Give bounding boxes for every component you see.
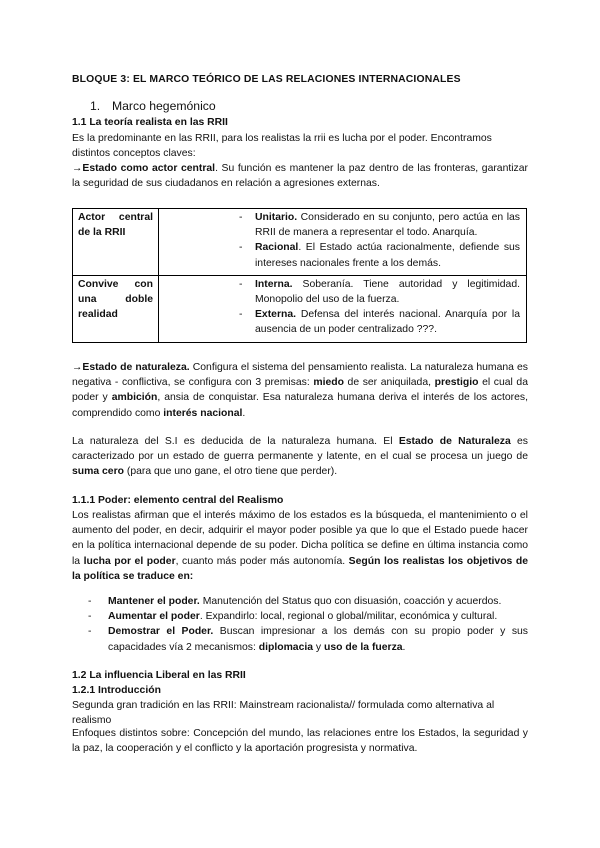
state-concepts-table — [72, 208, 527, 343]
section-title-1-1-1: 1.1.1 Poder: elemento central del Realismo — [72, 495, 284, 506]
heading-text: Marco hegemónico — [112, 99, 216, 113]
enfoques-paragraph: Enfoques distintos sobre: Concepción del mundo, las relaciones entre los Estados, la seguridad y la paz, la cooperación y el conflicto y la aportación progresista y normativa. — [72, 728, 528, 755]
item-bold: Mantener el poder. — [108, 596, 200, 607]
estado-actor-text: . Su función es mantener la paz dentro de las fronteras, garantizar la seguridad de sus ciudadanos en relación a agresiones externas. — [72, 163, 528, 190]
item-bold: uso de la fuerza — [324, 641, 403, 653]
list-item: - Racional. El Estado actúa racionalmente, defiende sus intereses nacionales frente a los demás. — [239, 242, 520, 269]
row-content — [159, 275, 527, 342]
item-text: y — [313, 641, 325, 653]
text: Los realistas afirman que el interés máximo de los estados es la búsqueda, el mantenimiento o el aumento del poder, en decir, adquirir el mayor poder posible ya que lo que el Estado puede hacer en la política internacional depende de su poder. Dicha política se define en última instancia como la — [72, 510, 528, 567]
item-bold: Externa. — [255, 309, 297, 321]
text: La naturaleza del S.I es deducida de la naturaleza humana. El — [72, 436, 399, 447]
bold-term: suma cero — [72, 466, 124, 478]
text: , ansia de conquistar. Esa naturaleza humana deriva el interés de los actores, comprendido como — [72, 392, 528, 419]
table-row — [73, 209, 527, 276]
heading-marco-hegemonico — [90, 99, 528, 114]
item-text: . Expandirlo: local, regional o global/militar, económica y cultural. — [199, 611, 498, 623]
list-item: - Mantener el poder. Manutención del Status quo con disuasión, coacción y acuerdos. — [88, 596, 502, 607]
section-intro: Es la predominante en las RRII, para los realistas la rrii es lucha por el poder. Encontramos distintos conceptos claves: — [72, 133, 492, 160]
bold-term: ambición — [111, 392, 158, 404]
section-title-1-1: 1.1 La teoría realista en las RRII — [72, 117, 228, 128]
table-row — [73, 275, 527, 342]
naturaleza-si-paragraph — [72, 434, 528, 480]
estado-actor-bold: →Estado como actor central — [72, 163, 216, 174]
item-text: Soberanía. Tiene autoridad y legitimidad. Monopolio del uso de la fuerza. — [255, 278, 520, 306]
list-item: - Demostrar el Poder. Buscan impresionar a los demás con su propio poder y sus capacidades vía 2 mecanismos: diplomacia y uso de la fuerza. — [88, 626, 528, 653]
bold-term: Según los realistas los objetivos de la política se traduce en: — [72, 555, 528, 582]
heading-number: 1. — [90, 99, 101, 113]
text: de ser aniquilada, — [343, 377, 435, 389]
item-text: Defensa del interés nacional. Anarquía por la ausencia de un poder centralizado ???. — [255, 309, 520, 336]
item-bold: Unitario. — [255, 212, 298, 223]
objetivos-list — [72, 594, 528, 655]
bloque-title: BLOQUE 3: EL MARCO TEÓRICO DE LAS RELACIONES INTERNACIONALES — [72, 74, 461, 85]
list-item: - Aumentar el poder. Expandirlo: local, regional o global/militar, económica y cultural. — [88, 611, 498, 623]
item-bold: Aumentar el poder — [108, 611, 200, 623]
item-bold: Racional — [255, 242, 299, 254]
text: es caracterizado por un estado de guerra permanente y latente, en el cual se procesa un juego de — [72, 436, 528, 463]
row-label: Actor central de la RRII — [73, 209, 159, 276]
text: el cual da poder y — [72, 377, 528, 404]
item-text: . El Estado actúa racionalmente, defiende sus intereses nacionales frente a los demás. — [255, 242, 520, 269]
bold-term: →Estado de naturaleza. — [72, 362, 190, 373]
list-item: - Unitario. Considerado en su conjunto, pero actúa en las RRII de manera a representar el todo. Anarquía. — [239, 212, 520, 239]
bold-term: lucha por el poder — [83, 555, 176, 567]
item-bold: Demostrar el Poder. — [108, 626, 214, 638]
estado-naturaleza-paragraph — [72, 360, 528, 421]
item-text: . — [402, 641, 406, 653]
row-label: Convive con una doble realidad — [73, 275, 159, 342]
bold-term: miedo — [313, 377, 344, 389]
bold-term: interés nacional — [163, 407, 243, 419]
item-bold: diplomacia — [258, 641, 314, 653]
row-content — [159, 209, 527, 276]
poder-paragraph — [72, 508, 528, 584]
item-text: Considerado en su conjunto, pero actúa en las RRII de manera a representar el todo. Anarquía. — [255, 212, 520, 239]
text: (para que uno gane, el otro tiene que perder). — [123, 466, 338, 478]
bold-term: Estado de Naturaleza — [398, 436, 511, 447]
item-text: Manutención del Status quo con disuasión, coacción y acuerdos. — [199, 596, 502, 607]
text: Configura el sistema del pensamiento realista. La naturaleza humana es negativa - conflictiva, se configura con 3 premisas: — [72, 362, 528, 389]
text: , cuanto más poder más autonomía. — [175, 555, 349, 567]
section-title-1-2: 1.2 La influencia Liberal en las RRII — [72, 670, 246, 681]
estado-actor-paragraph — [72, 161, 528, 191]
section-title-1-2-1: 1.2.1 Introducción — [72, 685, 161, 696]
liberal-intro-paragraph: Segunda gran tradición en las RRII: Mainstream racionalista// formulada como alternativa al realismo — [72, 700, 495, 727]
item-text: Buscan impresionar a los demás con su propio poder y sus capacidades vía 2 mecanismos: — [108, 626, 528, 653]
bold-term: prestigio — [434, 377, 479, 389]
text: . — [242, 407, 246, 419]
item-bold: Interna. — [255, 278, 293, 290]
list-item: - Interna. Soberanía. Tiene autoridad y legitimidad. Monopolio del uso de la fuerza. — [239, 278, 520, 306]
list-item: - Externa. Defensa del interés nacional. Anarquía por la ausencia de un poder centralizado ???. — [239, 309, 520, 336]
